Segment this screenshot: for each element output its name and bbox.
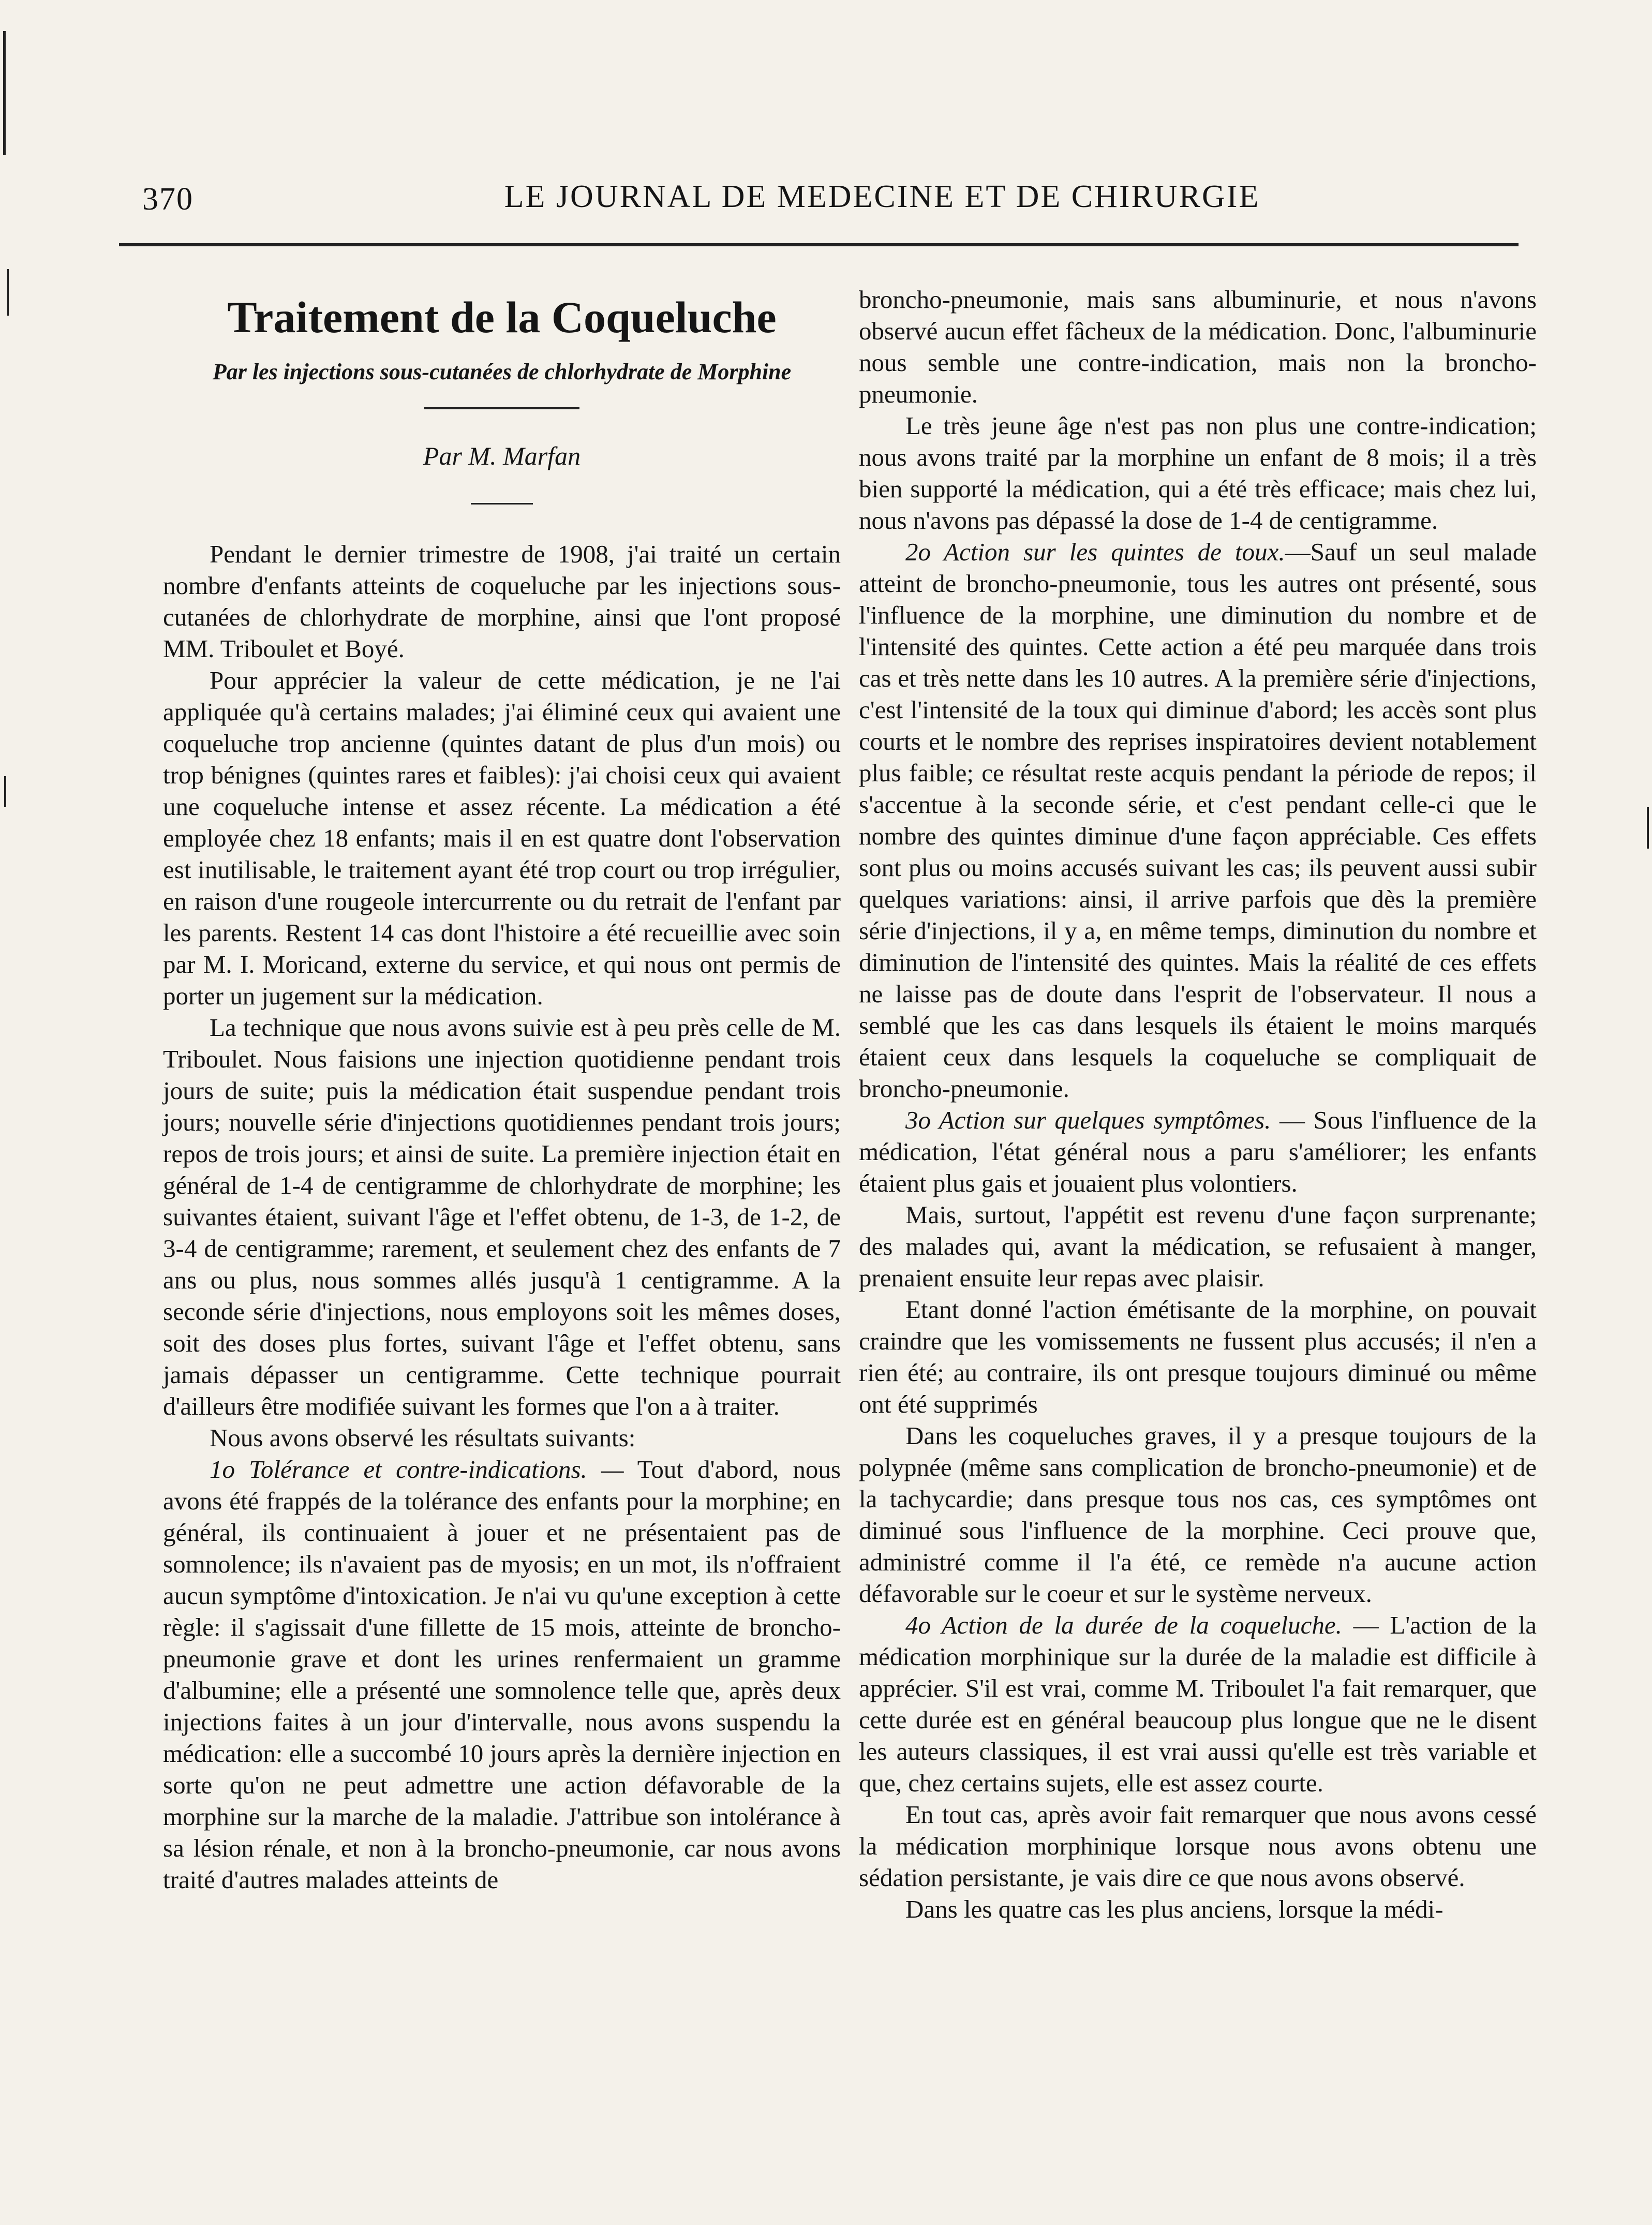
paragraph-lead: 2o Action sur les quintes de toux. xyxy=(905,538,1285,566)
page-header xyxy=(119,173,1516,230)
page-number: 370 xyxy=(142,182,194,217)
paragraph xyxy=(163,1422,841,1453)
paragraph xyxy=(163,664,841,1012)
scan-edge-mark xyxy=(4,776,6,807)
paragraph-lead: 4o Action de la durée de la coqueluche. xyxy=(905,1611,1342,1639)
header-rule xyxy=(119,243,1519,246)
paragraph xyxy=(859,284,1537,410)
paragraph-lead: 3o Action sur quelques symptômes. xyxy=(905,1106,1271,1134)
paragraph xyxy=(859,1420,1537,1609)
paragraph-text: — Sous l'influence de la médication, l'état général nous a paru s'améliorer; les enfants étaient plus gais et jouaient plus volontiers. xyxy=(859,1106,1537,1197)
paragraph-text: Dans les coqueluches graves, il y a presque toujours de la polypnée (même sans complication de broncho-pneumonie) et de la tachycardie; dans presque tous nos cas, ces symptômes ont diminué sous l'influence de la morphine. Ceci prouve que, administré comme il l'a été, ce remède n'a aucune action défavorable sur le coeur et sur le système nerveux. xyxy=(859,1421,1537,1608)
paragraph-text: Nous avons observé les résultats suivants: xyxy=(210,1423,636,1452)
paragraph xyxy=(163,538,841,664)
paragraph xyxy=(859,536,1537,1104)
paragraph-text: En tout cas, après avoir fait remarquer que nous avons cessé la médication morphinique lorsque nous avons obtenu une sédation persistante, je vais dire ce que nous avons observé. xyxy=(859,1800,1537,1892)
paragraph xyxy=(859,1199,1537,1294)
article-subtitle: Par les injections sous-cutanées de chlorhydrate de Morphine xyxy=(212,359,792,384)
paragraph-text: Pour apprécier la valeur de cette médication, je ne l'ai appliquée qu'à certains malades; j'ai éliminé ceux qui avaient une coqueluche trop ancienne (quintes datant de plus d'un mois) ou trop bénignes (quintes rares et faibles): j'ai choisi ceux qui avaient une coqueluche intense et assez récente. La médication a été employée chez 18 enfants; mais il en est quatre dont l'observation est inutilisable, le traitement ayant été trop court ou trop irrégulier, en raison d'une rougeole intercurrente ou du retrait de l'enfant par les parents. Restent 14 cas dont l'histoire a été recueillie avec soin par M. I. Moricand, externe du service, et qui nous ont permis de porter un jugement sur la médication. xyxy=(163,666,841,1010)
paragraph xyxy=(859,1799,1537,1893)
paragraph-text: Tout d'abord, nous avons été frappés de la tolérance des enfants pour la morphine; en général, ils continuaient à jouer et ne présentaient pas de somnolence; ils n'avaient pas de myosis; en un mot, ils n'offraient aucun symptôme d'intoxication. Je n'ai vu qu'une exception à cette règle: il s'agissait d'une fillette de 15 mois, atteinte de broncho-pneumonie grave et dont les urines renfermaient un gramme d'albumine; elle a présenté une somnolence telle que, après deux injections faites à un jour d'intervalle, nous avons suspendu la médication: elle a succombé 10 jours après la dernière injection en sorte qu'on ne peut admettre une action défavorable de la morphine sur la marche de la maladie. J'attribue son intolérance à sa lésion rénale, et non à la broncho-pneumonie, car nous avons traité d'autres malades atteints de xyxy=(163,1455,841,1894)
paragraph-text: Etant donné l'action émétisante de la morphine, on pouvait craindre que les vomissements ne fussent plus accusés; il n'en a rien été; au contraire, ils ont presque toujours diminué ou même ont été supprimés xyxy=(859,1295,1537,1418)
left-column xyxy=(163,282,841,1895)
title-divider xyxy=(424,407,579,409)
paragraph-text: broncho-pneumonie, mais sans albuminurie, et nous n'avons observé aucun effet fâcheux de la médication. Donc, l'albuminurie nous semble une contre-indication, mais non la broncho-pneumonie. xyxy=(859,285,1537,408)
author-divider xyxy=(471,503,533,505)
paragraph xyxy=(163,1453,841,1895)
paragraph xyxy=(859,1104,1537,1199)
scan-edge-mark xyxy=(1647,807,1649,849)
right-column xyxy=(859,284,1537,1925)
paragraph-text: Mais, surtout, l'appétit est revenu d'une façon surprenante; des malades qui, avant la médication, se refusaient à manger, prenaient ensuite leur repas avec plaisir. xyxy=(859,1200,1537,1292)
paragraph-text: — L'action de la médication morphinique sur la durée de la maladie est difficile à apprécier. S'il est vrai, comme M. Triboulet l'a fait remarquer, que cette durée est en général beaucoup plus longue que ne le disent les auteurs classiques, il est vrai aussi qu'elle est très variable et que, chez certains sujets, elle est assez courte. xyxy=(859,1611,1537,1797)
paragraph xyxy=(859,1893,1537,1925)
paragraph-text: La technique que nous avons suivie est à peu près celle de M. Triboulet. Nous faisions une injection quotidienne pendant trois jours de suite; puis la médication était suspendue pendant trois jours; nouvelle série d'injections quotidiennes pendant trois jours; repos de trois jours; et ainsi de suite. La première injection était en général de 1-4 de centigramme de chlorhydrate de morphine; les suivantes étaient, suivant l'âge et l'effet obtenu, de 1-3, de 1-2, de 3-4 de centigramme; rarement, et seulement chez des enfants de 7 ans ou plus, nous sommes allés jusqu'à 1 centigramme. A la seconde série d'injections, nous employons soit les mêmes doses, soit des doses plus fortes, suivant l'âge et l'effet obtenu, sans jamais dépasser un centigramme. Cette technique pourrait d'ailleurs être modifiée suivant les formes que l'on a à traiter. xyxy=(163,1013,841,1420)
paragraph xyxy=(859,1609,1537,1799)
paragraph xyxy=(859,410,1537,536)
paragraph-text: Pendant le dernier trimestre de 1908, j'ai traité un certain nombre d'enfants atteints de coqueluche par les injections sous-cutanées de chlorhydrate de morphine, ainsi que l'ont proposé MM. Triboulet et Boyé. xyxy=(163,540,841,663)
running-title: LE JOURNAL DE MEDECINE ET DE CHIRURGIE xyxy=(504,179,1260,214)
paragraph-text: Dans les quatre cas les plus anciens, lorsque la médi- xyxy=(905,1895,1443,1923)
paragraph xyxy=(163,1012,841,1422)
scan-edge-mark xyxy=(3,31,6,155)
paragraph-lead: 1o Tolérance et contre-indications. — xyxy=(210,1455,624,1484)
paragraph-text: Le très jeune âge n'est pas non plus une contre-indication; nous avons traité par la morphine un enfant de 8 mois; il a très bien supporté la médication, qui a été très efficace; mais chez lui, nous n'avons pas dépassé la dose de 1-4 de centigramme. xyxy=(859,411,1537,535)
paragraph-text: —Sauf un seul malade atteint de broncho-pneumonie, tous les autres ont présenté, sous l'influence de la morphine, une diminution du nombre et de l'intensité des quintes. Cette action a été peu marquée dans trois cas et très nette dans les 10 autres. A la première série d'injections, c'est l'intensité de la toux qui diminue d'abord; les accès sont plus courts et le nombre des reprises inspiratoires devient notablement plus faible; ce résultat reste acquis pendant la période de repos; il s'accentue à la seconde série, et c'est pendant celle-ci que le nombre des quintes diminue d'une façon appréciable. Ces effets sont plus ou moins accusés suivant les cas; ils peuvent aussi subir quelques variations: ainsi, il arrive parfois que dès la première série d'injections, il y a, en même temps, diminution du nombre et diminution de l'intensité des quintes. Mais la réalité de ces effets ne laisse pas de doute dans l'esprit de l'observateur. Il nous a semblé que les cas dans lesquels ils étaient le moins marqués étaient ceux dans lesquels la coqueluche se compliquait de broncho-pneumonie. xyxy=(859,538,1537,1103)
scan-edge-mark xyxy=(7,269,9,316)
paragraph xyxy=(859,1294,1537,1420)
article-author: Par M. Marfan xyxy=(423,441,581,470)
article-title: Traitement de la Coqueluche xyxy=(227,292,777,342)
